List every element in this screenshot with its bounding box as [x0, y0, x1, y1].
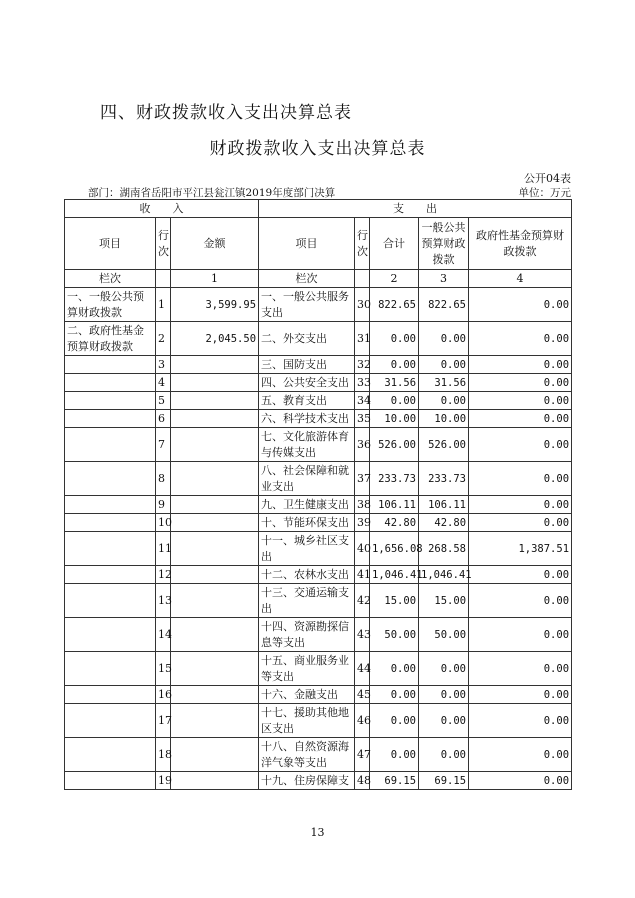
income-amount — [171, 584, 259, 618]
income-line: 15 — [156, 652, 171, 686]
expense-line: 39 — [355, 514, 370, 532]
expense-general-budget: 0.00 — [419, 652, 469, 686]
column-index-row — [65, 270, 572, 288]
income-item — [65, 356, 156, 374]
table-row — [65, 410, 572, 428]
income-line: 17 — [156, 704, 171, 738]
expense-general-budget: 69.15 — [419, 772, 469, 790]
income-line: 19 — [156, 772, 171, 790]
expense-fund-budget: 0.00 — [469, 374, 572, 392]
expense-general-budget: 268.58 — [419, 532, 469, 566]
col-index-label-expense: 栏次 — [259, 270, 355, 288]
section-title: 四、财政拨款收入支出决算总表 — [100, 103, 352, 123]
income-line: 1 — [156, 288, 171, 322]
expense-total: 31.56 — [370, 374, 419, 392]
income-amount — [171, 618, 259, 652]
col-index-3: 3 — [419, 270, 469, 288]
income-line: 2 — [156, 322, 171, 356]
expense-total: 1,656.08 — [370, 532, 419, 566]
income-amount — [171, 772, 259, 790]
expense-general-budget: 0.00 — [419, 686, 469, 704]
table-row — [65, 356, 572, 374]
expense-line: 41 — [355, 566, 370, 584]
expense-fund-budget: 0.00 — [469, 652, 572, 686]
table-row — [65, 738, 572, 772]
header-item-expense: 项目 — [259, 218, 355, 270]
expense-total: 10.00 — [370, 410, 419, 428]
expense-total: 233.73 — [370, 462, 419, 496]
form-number: 公开04表 — [524, 172, 571, 185]
expense-general-budget: 0.00 — [419, 322, 469, 356]
expense-total: 0.00 — [370, 392, 419, 410]
expense-line: 46 — [355, 704, 370, 738]
expense-item: 十六、金融支出 — [259, 686, 355, 704]
table-row — [65, 428, 572, 462]
income-amount — [171, 532, 259, 566]
expense-item: 十三、交通运输支出 — [259, 584, 355, 618]
table-row — [65, 618, 572, 652]
expense-item: 三、国防支出 — [259, 356, 355, 374]
income-item — [65, 392, 156, 410]
table-row — [65, 772, 572, 790]
expense-line: 38 — [355, 496, 370, 514]
header-group-row — [65, 200, 572, 218]
table-row — [65, 652, 572, 686]
income-amount — [171, 356, 259, 374]
expense-item: 十、节能环保支出 — [259, 514, 355, 532]
income-item — [65, 496, 156, 514]
expense-general-budget: 822.65 — [419, 288, 469, 322]
expense-fund-budget: 0.00 — [469, 566, 572, 584]
col-index-4: 4 — [469, 270, 572, 288]
income-amount — [171, 374, 259, 392]
income-item — [65, 772, 156, 790]
col-index-label: 栏次 — [65, 270, 156, 288]
income-line: 5 — [156, 392, 171, 410]
expense-fund-budget: 0.00 — [469, 738, 572, 772]
expense-total: 0.00 — [370, 738, 419, 772]
expense-fund-budget: 0.00 — [469, 392, 572, 410]
header-fund-budget: 政府性基金预算财政拨款 — [469, 218, 572, 270]
table-row — [65, 392, 572, 410]
income-item: 一、一般公共预算财政拨款 — [65, 288, 156, 322]
page-number: 13 — [310, 826, 325, 839]
col-index-1: 1 — [171, 270, 259, 288]
expense-general-budget: 106.11 — [419, 496, 469, 514]
income-line: 13 — [156, 584, 171, 618]
expense-total: 0.00 — [370, 356, 419, 374]
expense-fund-budget: 0.00 — [469, 410, 572, 428]
table-row — [65, 686, 572, 704]
income-item — [65, 374, 156, 392]
income-amount: 2,045.50 — [171, 322, 259, 356]
expense-general-budget: 31.56 — [419, 374, 469, 392]
income-amount — [171, 652, 259, 686]
expense-general-budget: 233.73 — [419, 462, 469, 496]
table-row — [65, 288, 572, 322]
col-index-empty — [156, 270, 171, 288]
expense-general-budget: 0.00 — [419, 356, 469, 374]
header-line: 行次 — [156, 218, 171, 270]
income-amount — [171, 496, 259, 514]
income-line: 4 — [156, 374, 171, 392]
income-item — [65, 584, 156, 618]
expense-item: 八、社会保障和就业支出 — [259, 462, 355, 496]
income-line: 18 — [156, 738, 171, 772]
income-line: 16 — [156, 686, 171, 704]
table-row — [65, 374, 572, 392]
expense-total: 0.00 — [370, 704, 419, 738]
expense-header: 支 出 — [259, 200, 572, 218]
expense-total: 0.00 — [370, 652, 419, 686]
expense-line: 31 — [355, 322, 370, 356]
expense-line: 34 — [355, 392, 370, 410]
income-line: 14 — [156, 618, 171, 652]
expense-fund-budget: 1,387.51 — [469, 532, 572, 566]
income-amount — [171, 462, 259, 496]
expense-item: 一、一般公共服务支出 — [259, 288, 355, 322]
expense-line: 35 — [355, 410, 370, 428]
expense-line: 40 — [355, 532, 370, 566]
table-row — [65, 532, 572, 566]
table-row — [65, 566, 572, 584]
expense-item: 十一、城乡社区支出 — [259, 532, 355, 566]
expense-fund-budget: 0.00 — [469, 356, 572, 374]
income-amount — [171, 738, 259, 772]
expense-fund-budget: 0.00 — [469, 322, 572, 356]
expense-general-budget: 50.00 — [419, 618, 469, 652]
table-row — [65, 704, 572, 738]
table-row — [65, 496, 572, 514]
income-item — [65, 738, 156, 772]
expense-line: 47 — [355, 738, 370, 772]
expense-item: 十四、资源勘探信息等支出 — [259, 618, 355, 652]
income-item — [65, 428, 156, 462]
expense-general-budget: 0.00 — [419, 704, 469, 738]
income-line: 9 — [156, 496, 171, 514]
income-line: 6 — [156, 410, 171, 428]
expense-total: 69.15 — [370, 772, 419, 790]
income-item — [65, 514, 156, 532]
fiscal-summary-table — [64, 199, 572, 790]
header-item: 项目 — [65, 218, 156, 270]
header-line-expense: 行次 — [355, 218, 370, 270]
income-item — [65, 532, 156, 566]
expense-item: 七、文化旅游体育与传媒支出 — [259, 428, 355, 462]
expense-fund-budget: 0.00 — [469, 288, 572, 322]
expense-total: 0.00 — [370, 322, 419, 356]
expense-total: 822.65 — [370, 288, 419, 322]
expense-fund-budget: 0.00 — [469, 686, 572, 704]
expense-item: 六、科学技术支出 — [259, 410, 355, 428]
income-line: 3 — [156, 356, 171, 374]
expense-total: 15.00 — [370, 584, 419, 618]
income-amount — [171, 514, 259, 532]
income-amount — [171, 704, 259, 738]
expense-total: 50.00 — [370, 618, 419, 652]
income-amount — [171, 566, 259, 584]
expense-item: 二、外交支出 — [259, 322, 355, 356]
income-amount — [171, 392, 259, 410]
expense-item: 十七、援助其他地区支出 — [259, 704, 355, 738]
department-label: 部门：湖南省岳阳市平江县瓮江镇2019年度部门决算 — [88, 187, 336, 199]
expense-fund-budget: 0.00 — [469, 618, 572, 652]
expense-line: 43 — [355, 618, 370, 652]
income-line: 7 — [156, 428, 171, 462]
income-item — [65, 652, 156, 686]
expense-line: 45 — [355, 686, 370, 704]
expense-general-budget: 1,046.41 — [419, 566, 469, 584]
expense-general-budget: 42.80 — [419, 514, 469, 532]
expense-fund-budget: 0.00 — [469, 772, 572, 790]
income-amount — [171, 428, 259, 462]
income-line: 12 — [156, 566, 171, 584]
income-amount — [171, 410, 259, 428]
col-index-empty-expense — [355, 270, 370, 288]
table-row — [65, 584, 572, 618]
income-header: 收 入 — [65, 200, 259, 218]
expense-item: 十九、住房保障支 — [259, 772, 355, 790]
document-title: 财政拨款收入支出决算总表 — [209, 139, 426, 159]
expense-item: 十五、商业服务业等支出 — [259, 652, 355, 686]
header-total: 合计 — [370, 218, 419, 270]
expense-line: 37 — [355, 462, 370, 496]
header-general-budget: 一般公共预算财政拨款 — [419, 218, 469, 270]
expense-item: 五、教育支出 — [259, 392, 355, 410]
expense-line: 36 — [355, 428, 370, 462]
expense-fund-budget: 0.00 — [469, 704, 572, 738]
expense-general-budget: 15.00 — [419, 584, 469, 618]
expense-line: 44 — [355, 652, 370, 686]
expense-item: 九、卫生健康支出 — [259, 496, 355, 514]
expense-total: 106.11 — [370, 496, 419, 514]
income-amount: 3,599.95 — [171, 288, 259, 322]
income-item: 二、政府性基金预算财政拨款 — [65, 322, 156, 356]
expense-fund-budget: 0.00 — [469, 428, 572, 462]
table-row — [65, 322, 572, 356]
income-item — [65, 462, 156, 496]
table-row — [65, 462, 572, 496]
expense-total: 526.00 — [370, 428, 419, 462]
expense-total: 0.00 — [370, 686, 419, 704]
expense-general-budget: 0.00 — [419, 392, 469, 410]
expense-total: 1,046.41 — [370, 566, 419, 584]
income-item — [65, 704, 156, 738]
col-index-2: 2 — [370, 270, 419, 288]
income-line: 11 — [156, 532, 171, 566]
income-line: 10 — [156, 514, 171, 532]
expense-general-budget: 10.00 — [419, 410, 469, 428]
income-item — [65, 566, 156, 584]
expense-line: 42 — [355, 584, 370, 618]
unit-label: 单位：万元 — [518, 187, 571, 199]
income-item — [65, 618, 156, 652]
expense-item: 四、公共安全支出 — [259, 374, 355, 392]
header-column-row — [65, 218, 572, 270]
table-row — [65, 514, 572, 532]
income-amount — [171, 686, 259, 704]
expense-fund-budget: 0.00 — [469, 584, 572, 618]
expense-general-budget: 0.00 — [419, 738, 469, 772]
expense-fund-budget: 0.00 — [469, 514, 572, 532]
expense-line: 30 — [355, 288, 370, 322]
expense-line: 33 — [355, 374, 370, 392]
expense-fund-budget: 0.00 — [469, 462, 572, 496]
expense-item: 十八、自然资源海洋气象等支出 — [259, 738, 355, 772]
expense-line: 32 — [355, 356, 370, 374]
expense-total: 42.80 — [370, 514, 419, 532]
expense-fund-budget: 0.00 — [469, 496, 572, 514]
income-line: 8 — [156, 462, 171, 496]
expense-item: 十二、农林水支出 — [259, 566, 355, 584]
expense-line: 48 — [355, 772, 370, 790]
income-item — [65, 686, 156, 704]
income-item — [65, 410, 156, 428]
expense-general-budget: 526.00 — [419, 428, 469, 462]
header-amount: 金额 — [171, 218, 259, 270]
